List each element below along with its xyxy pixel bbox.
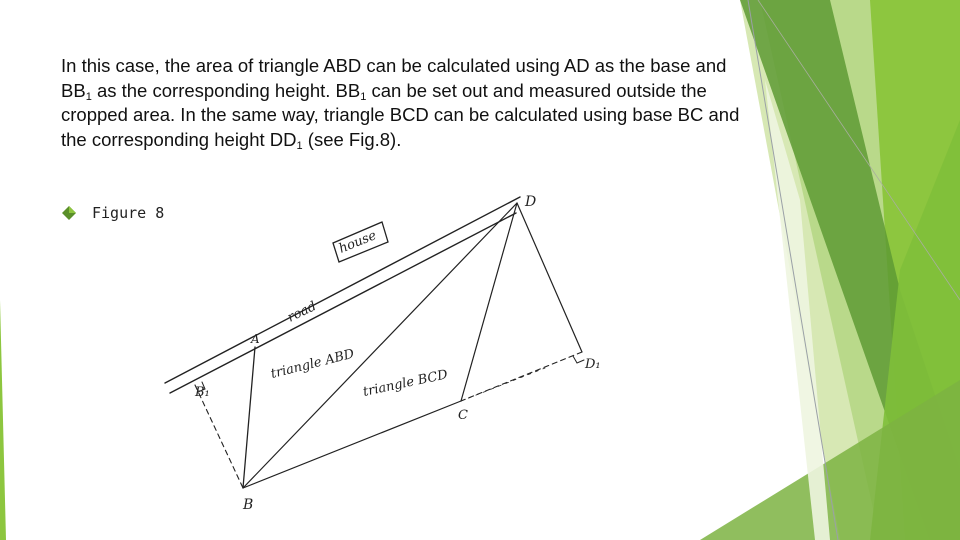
label-triangle-bcd: triangle BCD [361,367,450,400]
subscript-1: 1 [85,90,92,103]
text-run: can be set out and measured outside the cropped area. In the same way, triangle BCD can be calculated using base BC and the corresponding height DD [61,79,740,150]
label-d1: D₁ [585,357,601,372]
text-run: In this case, the area of triangle ABD can be calculated using AD as the base and BB [61,55,727,101]
label-b: B [243,497,254,513]
segment-dd1 [517,203,582,352]
label-b1: B₁ [195,385,210,400]
label-road: road [285,298,319,326]
subscript-1: 1 [360,90,367,103]
label-d: D [525,194,537,210]
height-dd1 [461,352,582,401]
height-bb1 [195,385,243,488]
text-run: (see Fig.8). [302,128,402,150]
label-a: A [251,332,260,346]
segment-ab [243,347,255,488]
right-angle-d1 [573,356,584,363]
label-c: C [458,408,468,423]
segment-bc [243,401,461,488]
label-house: house [336,228,379,257]
label-triangle-abd: triangle ABD [269,346,356,382]
subscript-1: 1 [296,139,303,152]
text-run: as the corresponding height. BB [91,79,361,101]
bullet-label: Figure 8 [92,204,165,222]
